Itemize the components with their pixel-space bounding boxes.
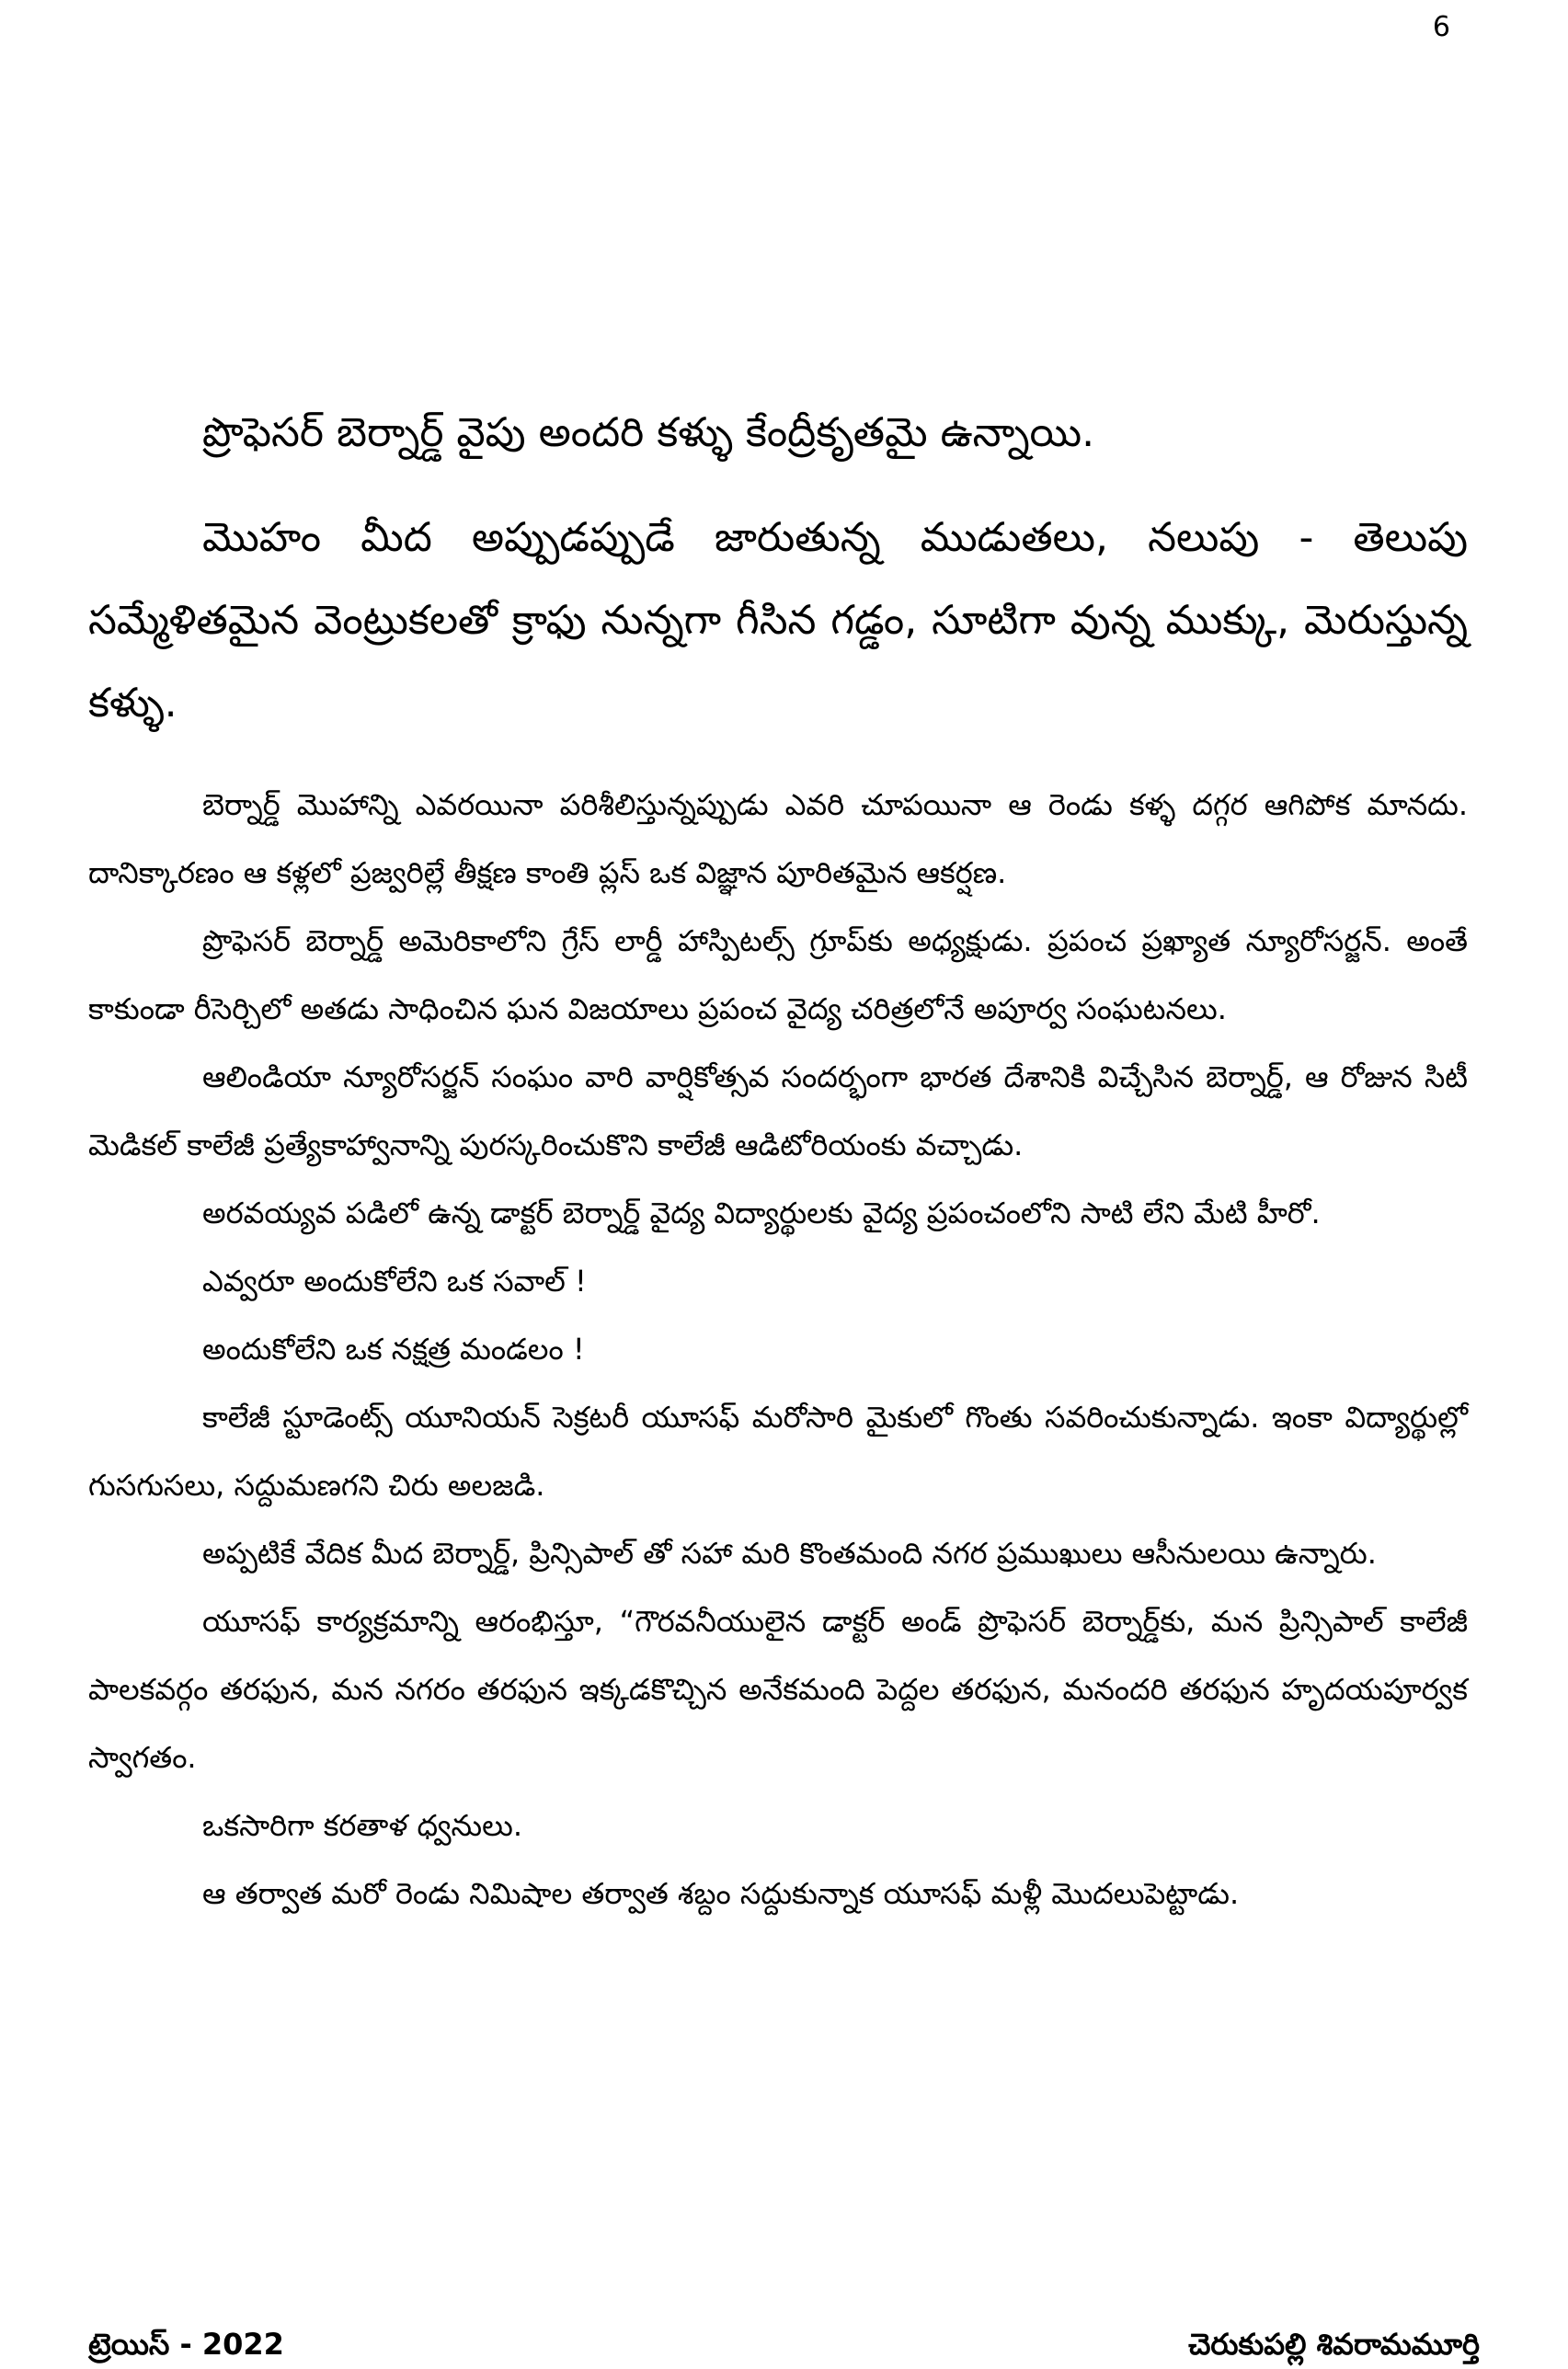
paragraph: ఆ తర్వాత మరో రెండు నిమిషాల తర్వాత శబ్దం సద్దుకున్నాక యూసఫ్ మళ్లీ మొదలుపెట్టాడు. bbox=[202, 1876, 1240, 1911]
paragraph: అందుకోలేని ఒక నక్షత్ర మండలం ! bbox=[202, 1332, 585, 1367]
paragraph: బెర్నార్డ్ మొహాన్ని ఎవరయినా పరిశీలిస్తున్నప్పుడు ఎవరి చూపయినా ఆ రెండు కళ్ళ దగ్గర ఆగిపోక మానదు. దానిక్కారణం ఆ కళ్లలో ప్రజ్వరిల్లే తీక్షణ కాంతి ప్లస్ ఒక విజ్ఞాన పూరితమైన ఆకర్షణ. bbox=[88, 787, 1468, 890]
paragraph: అప్పటికే వేదిక మీద బెర్నార్డ్, ప్రిన్సిపాల్ తో సహా మరి కొంతమంది నగర ప్రముఖులు ఆసీనులయి ఉన్నారు. bbox=[202, 1536, 1377, 1571]
paragraph: కాలేజీ స్టూడెంట్స్ యూనియన్ సెక్రటరీ యూసఫ్ మరోసారి మైకులో గొంతు సవరించుకున్నాడు. ఇంకా విద్యార్థుల్లో గుసగుసలు, సద్దుమణగని చిరు అలజడి. bbox=[88, 1400, 1468, 1503]
paragraph: ఒకసారిగా కరతాళ ధ్వనులు. bbox=[202, 1808, 523, 1843]
body-text bbox=[88, 771, 1468, 1928]
page-number: 6 bbox=[1432, 11, 1450, 43]
footer-left: ట్రెయిస్ - 2022 bbox=[88, 2327, 284, 2362]
paragraph: ప్రొఫెసర్ బెర్నార్డ్ అమెరికాలోని గ్రేస్ లార్డీ హాస్పిటల్స్ గ్రూప్‌కు అధ్యక్షుడు. ప్రపంచ ప్రఖ్యాత న్యూరోసర్జన్. అంతే కాకుండా రీసెర్చిలో అతడు సాధించిన ఘన విజయాలు ప్రపంచ వైద్య చరిత్రలోనే అపూర్వ సంఘటనలు. bbox=[88, 923, 1468, 1026]
paragraph: ఎవ్వరూ అందుకోలేని ఒక సవాల్ ! bbox=[202, 1264, 587, 1299]
paragraph: ఆలిండియా న్యూరోసర్జన్ సంఘం వారి వార్షికోత్సవ సందర్భంగా భారత దేశానికి విచ్చేసిన బెర్నార్డ్, ఆ రోజున సిటీ మెడికల్ కాలేజీ ప్రత్యేకాహ్వానాన్ని పురస్కరించుకొని కాలేజీ ఆడిటోరియంకు వచ్చాడు. bbox=[88, 1059, 1468, 1162]
lead-paragraph: మొహం మీద అప్పుడప్పుడే జారుతున్న ముడుతలు, నలుపు - తెలుపు సమ్మేళితమైన వెంట్రుకలతో క్రాఫు నున్నగా గీసిన గడ్డం, సూటిగా వున్న ముక్కు, మెరుస్తున్న కళ్ళు. bbox=[88, 514, 1468, 727]
paragraph: అరవయ్యవ పడిలో ఉన్న డాక్టర్ బెర్నార్డ్ వైద్య విద్యార్థులకు వైద్య ప్రపంచంలోని సాటి లేని మేటి హీరో. bbox=[202, 1196, 1321, 1230]
page-footer bbox=[88, 2327, 1480, 2369]
footer-author: చెరుకుపల్లి శివరామమూర్తి bbox=[1188, 2327, 1480, 2362]
paragraph: యూసఫ్ కార్యక్రమాన్ని ఆరంభిస్తూ, “గౌరవనీయులైన డాక్టర్ అండ్ ప్రొఫెసర్ బెర్నార్డ్‌కు, మన ప్రిన్సిపాల్ కాలేజీ పాలకవర్గం తరఫున, మన నగరం తరఫున ఇక్కడకొచ్చిన అనేకమంది పెద్దల తరఫున, మనందరి తరఫున హృదయపూర్వక స్వాగతం. bbox=[88, 1604, 1468, 1775]
lead-paragraph: ప్రొఫెసర్ బెర్నార్డ్ వైపు అందరి కళ్ళు కేంద్రీకృతమై ఉన్నాయి. bbox=[202, 409, 1095, 456]
